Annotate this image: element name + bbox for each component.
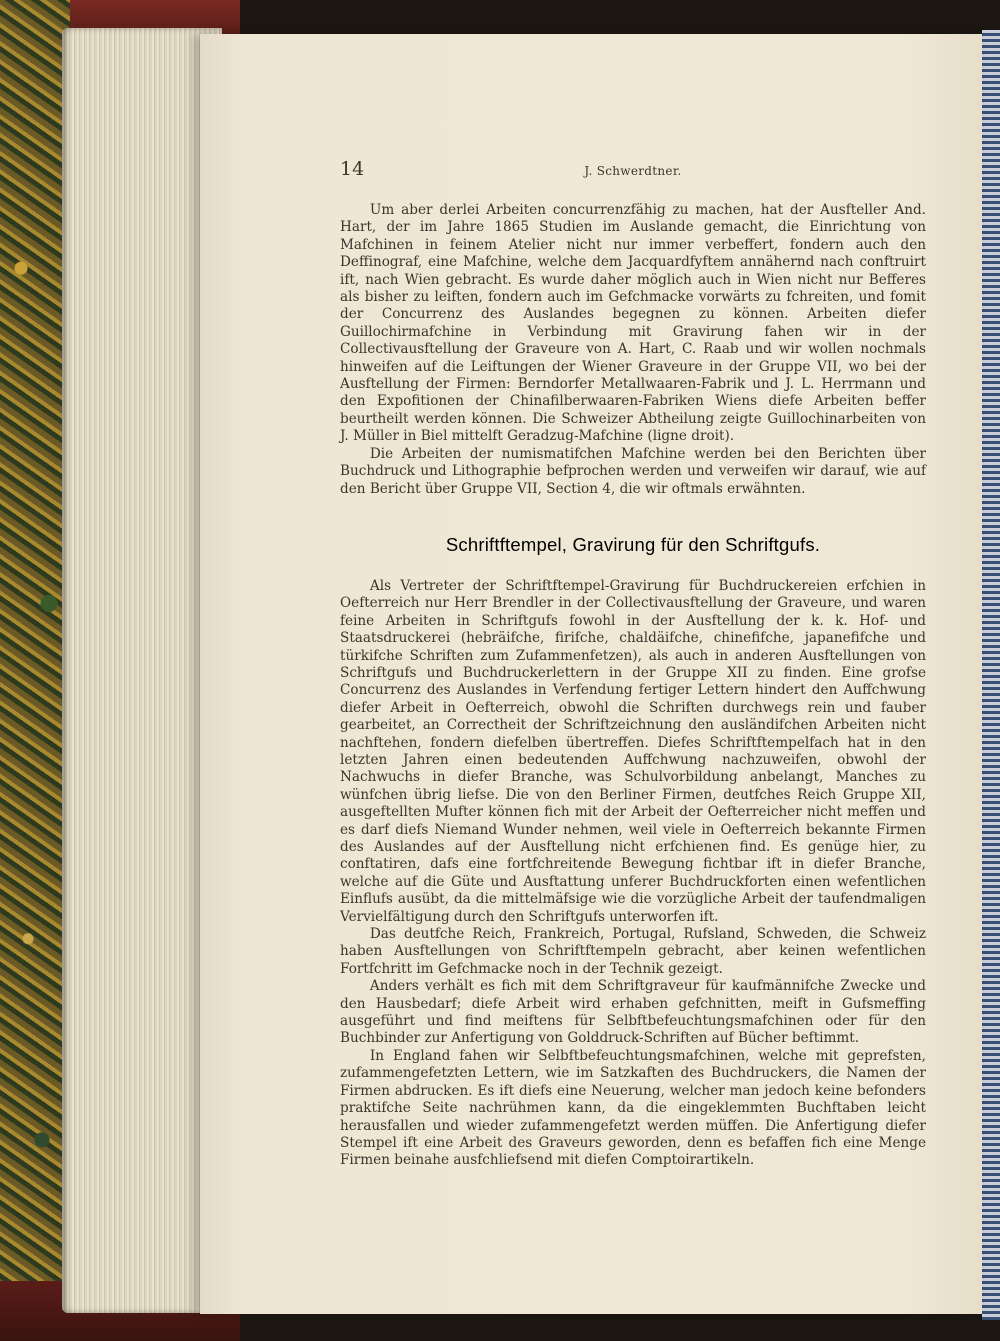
paragraph: Die Arbeiten der numismatifchen Mafchine werden bei den Berichten über Buchdruck und Lithographie befprochen werden und verweifen wir darauf, wie auf den Bericht über Gruppe VII, Section 4, die wir oftmals erwähnten. <box>340 445 926 497</box>
paragraph: Das deutfche Reich, Frankreich, Portugal, Rufsland, Schweden, die Schweiz haben Ausftellungen von Schriftftempeln gebracht, aber keinen wefentlichen Fortfchritt im Gefchmacke noch in der Technik gezeigt. <box>340 926 926 977</box>
paragraph: Um aber derlei Arbeiten concurrenzfähig zu machen, hat der Ausfteller And. Hart, der im Jahre 1865 Studien im Auslande gemacht, die Einrichtung von Mafchinen in feinem Atelier nicht nur immer verbeffert, fondern auch den Deffinograf, eine Mafchine, welche dem Jacquardfyftem annähernd nach conftruirt ift, nach Wien gebracht. Es wurde daher möglich auch in Wien nicht nur Befferes als bisher zu leiften, fondern auch im Gefchmacke vorwärts zu fchreiten, und fomit der Concurrenz des Auslandes begegnen zu können. Arbeiten diefer Guillochirmafchine in Verbindung mit Gravirung fahen wir in der Collectivausftellung der Graveure von A. Hart, C. Raab und wir wollen nochmals hinweifen auf die Leiftungen der Wiener Graveure in der Gruppe VII, wo bei der Ausftellung der Firmen: Berndorfer Metallwaaren-Fabrik und J. L. Herrmann und den Expofitionen der Chinafilberwaaren-Fabriken Wiens diefe Arbeiten beffer beurtheilt werden können. Die Schweizer Abtheilung zeigte Guillochinarbeiten von J. Müller in Biel mittelft Geradzug-Mafchine (ligne droit). <box>340 202 926 445</box>
page-number: 14 <box>340 158 365 180</box>
marbled-cover <box>0 0 70 1341</box>
running-head: J. Schwerdtner. <box>584 164 682 178</box>
section-title: Schriftftempel, Gravirung für den Schriftgufs. <box>445 533 821 555</box>
page-edges <box>62 28 222 1313</box>
paragraph: Als Vertreter der Schriftftempel-Gravirung für Buchdruckereien erfchien in Oefterreich nur Herr Brendler in der Collectivausftellung der Graveure, und waren feine Arbeiten in Schriftgufs fowohl in der Ausftellung der k. k. Hof- und Staatsdruckerei (hebräifche, firifche, chaldäifche, chinefifche, japanefifche und türkifche Schriften zum Zufammenfetzen), als auch in anderen Ausftellungen von Schriftgufs und Buchdruckerlettern in der Gruppe XII zu finden. Eine grofse Concurrenz des Auslandes in Verfendung fertiger Lettern hindert den Auffchwung diefer Arbeit in Oefterreich, obwohl die Schriften durchwegs rein und fauber gearbeitet, an Correctheit der Schriftzeichnung den ausländifchen Arbeiten nicht nachftehen, fondern diefelben übertreffen. Diefes Schriftftempelfach hat in den letzten Jahren einen bedeutenden Auffchwung nachzuweifen, obwohl der Nachwuchs in diefer Branche, was Schulvorbildung anbelangt, Manches zu wünfchen übrig liefse. Die von den Berliner Firmen, deutfches Reich Gruppe XII, ausgeftellten Mufter können fich mit der Arbeit der Oefterreicher nicht meffen und es darf diefs Niemand Wunder nehmen, weil viele in Oefterreich bekannte Firmen des Auslandes auf der Ausftellung nicht erfchienen find. Es genüge hier, zu conftatiren, dafs eine fortfchreitende Bewegung fichtbar ift in diefer Branche, welche auf die Güte und Ausftattung unferer Buchdruckforten einen wefentlichen Einflufs ausübt, da die mittelmäfsige wie die vorzügliche Arbeit der taufendmaligen Vervielfältigung durch den Schriftgufs unterworfen ift. <box>340 577 926 925</box>
page-body <box>340 202 926 1170</box>
bookmark-ribbon <box>982 30 1000 1320</box>
paragraph: In England fahen wir Selbftbefeuchtungsmafchinen, welche mit geprefsten, zufammengefetzten Lettern, wie im Satzkaften des Buchdruckers, die Namen der Firmen abdrucken. Es ift diefs eine Neuerung, welcher man jedoch keine befonders praktifche Seite nachrühmen kann, da die eingeklemmten Buchftaben leicht herausfallen und wieder zufammengefetzt werden müffen. Die Anfertigung diefer Stempel ift eine Arbeit des Graveurs geworden, denn es befaffen fich eine Menge Firmen beinahe ausfchliefsend mit diefen Comptoirartikeln. <box>340 1047 926 1169</box>
page-header <box>340 158 926 186</box>
paragraph: Anders verhält es fich mit dem Schriftgraveur für kaufmännifche Zwecke und den Hausbedarf; diefe Arbeit wird erhaben gefchnitten, meift in Gufsmeffing ausgeführt und find meiftens für Selbftbefeuchtungsmafchinen oder für den Buchbinder zur Anfertigung von Golddruck-Schriften auf Bücher beftimmt. <box>340 978 926 1047</box>
book-page <box>200 34 982 1314</box>
